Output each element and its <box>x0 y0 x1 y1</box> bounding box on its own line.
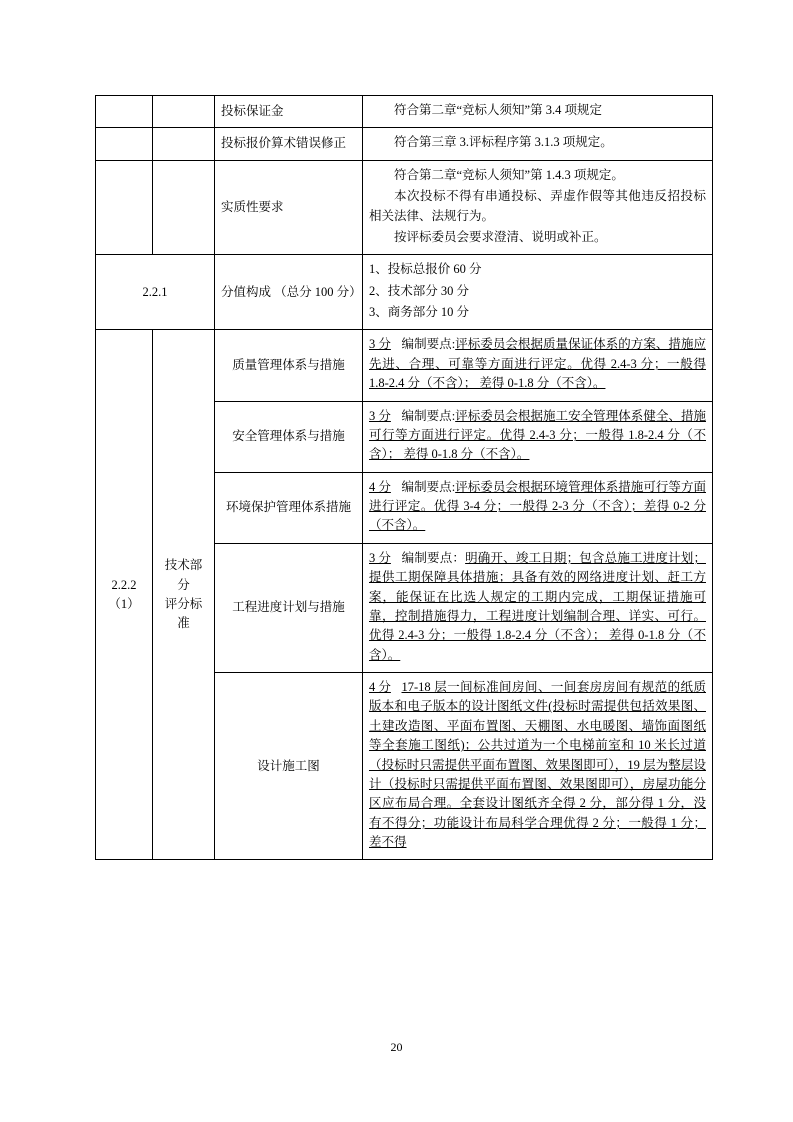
desc-line: 2、技术部分 30 分 <box>369 283 470 298</box>
row-desc-substantive-requirements <box>363 160 713 255</box>
desc-prefix: 编制要点: <box>401 337 456 352</box>
row-desc-arithmetic-correction <box>363 128 713 160</box>
table-row <box>96 160 713 255</box>
row-section-cell <box>153 96 215 128</box>
desc-line: 符合第二章“竞标人须知”第 3.4 项规定 <box>394 103 602 117</box>
row-section-cell <box>153 160 215 255</box>
desc-underlined: 评标委员会根据环境管理体系措施可行等方面进行评定。优得 3-4 分；一般得 2-3 分（不含）；差得 0-2 分（不含）。 <box>369 479 706 533</box>
desc-line: 符合第三章 3.评标程序第 3.1.3 项规定。 <box>394 135 613 150</box>
row-desc-environment-management <box>363 472 713 543</box>
desc-line <box>369 478 706 536</box>
desc-line <box>369 549 706 665</box>
row-label-arithmetic-correction: 投标报价算术错误修正 <box>215 128 363 160</box>
row-label-substantive-requirements: 实质性要求 <box>215 160 363 255</box>
table-row <box>96 255 713 330</box>
row-label-safety-management: 安全管理体系与措施 <box>215 401 363 472</box>
group-code-line2: （1） <box>108 596 140 611</box>
score-value: 4 分 <box>369 680 391 694</box>
group-label-line2: 评分标准 <box>164 596 203 631</box>
desc-line <box>369 407 706 465</box>
score-value: 4 分 <box>369 479 391 494</box>
score-value: 3 分 <box>369 550 391 565</box>
desc-underlined: 17-18 层一间标准间房间、一间套房房间有规范的纸质版本和电子版本的设计图纸文件(投标时需提供包括效果图、土建改造图、平面布置图、天棚图、水电暖图、墙饰面图纸等全套施工图纸)；公共过道为一个电梯前室和 10 米长过道（投标时只需提供平面布置图、效果图即可），19 层为整层设计（投标时只需提供平面布置图、效果图即可），房屋功能分区应布局合理。全套设计图纸齐全得 2 分，部分得 1 分，没有不得分；功能设计布局科学合理优得 2 分；一般得 1 分； 差不得 <box>369 680 706 849</box>
row-desc-bid-bond <box>363 96 713 128</box>
row-label-bid-bond: 投标保证金 <box>215 96 363 128</box>
score-value: 3 分 <box>369 337 391 352</box>
desc-underlined: 评标委员会根据质量保证体系的方案、措施应先进、合理、可靠等方面进行评定。优得 2.4-3 分；一般得 1.8-2.4 分（不含）； 差得 0-1.8 分（不含）。 <box>369 337 706 391</box>
row-desc-design-drawings <box>363 673 713 860</box>
row-code-cell <box>96 160 153 255</box>
group-label-line1: 技术部分 <box>164 558 203 592</box>
evaluation-criteria-table <box>95 95 713 860</box>
desc-prefix: 编制要点: <box>401 479 456 494</box>
desc-underlined: 明确开、竣工日期；包含总施工进度计划；提供工期保障具体措施；具备有效的网络进度计划、赶工方案，能保证在比选人规定的工期内完成，工期保证措施可靠，控制措施得力，工程进度计划编制合理、详实、可行。优得 2.4-3 分；一般得 1.8-2.4 分（不含）； 差得 0-1.8 分（不含）。 <box>369 550 706 662</box>
group-code-2-2-2 <box>96 330 153 860</box>
row-label-environment-management: 环境保护管理体系措施 <box>215 472 363 543</box>
row-desc-safety-management <box>363 401 713 472</box>
row-label-design-drawings: 设计施工图 <box>215 673 363 860</box>
table-row <box>96 96 713 128</box>
row-code-score-composition: 2.2.1 <box>96 255 215 330</box>
group-label-technical-scoring <box>153 330 215 860</box>
row-desc-quality-management <box>363 330 713 401</box>
row-code-cell <box>96 96 153 128</box>
page-number: 20 <box>390 1040 403 1054</box>
group-code-line1: 2.2.2 <box>111 577 137 592</box>
desc-line: 1、投标总报价 60 分 <box>369 262 482 277</box>
desc-line <box>369 678 706 852</box>
row-label-score-composition: 分值构成 （总分 100 分） <box>215 255 363 330</box>
desc-line: 按评标委员会要求澄清、说明或补正。 <box>394 229 607 244</box>
desc-prefix: 编制要点: <box>401 408 456 423</box>
row-desc-schedule-plan <box>363 543 713 672</box>
row-code-cell <box>96 128 153 160</box>
desc-line: 3、商务部分 10 分 <box>369 305 470 319</box>
row-label-schedule-plan: 工程进度计划与措施 <box>215 543 363 672</box>
table-row <box>96 128 713 160</box>
row-desc-score-composition <box>363 255 713 330</box>
page-content <box>95 95 712 860</box>
score-value: 3 分 <box>369 408 391 423</box>
row-section-cell <box>153 128 215 160</box>
desc-underlined: 评标委员会根据施工安全管理体系健全、措施可行等方面进行评定。优得 2.4-3 分；一般得 1.8-2.4 分（不含）； 差得 0-1.8 分（不含）。 <box>369 408 706 462</box>
desc-line <box>369 335 706 393</box>
desc-line: 符合第二章“竞标人须知”第 1.4.3 项规定。 <box>394 167 624 182</box>
row-label-quality-management: 质量管理体系与措施 <box>215 330 363 401</box>
desc-prefix: 编制要点： <box>401 550 466 565</box>
desc-line: 本次投标不得有串通投标、弄虚作假等其他违反招投标相关法律、法规行为。 <box>369 189 706 223</box>
table-row <box>96 330 713 401</box>
